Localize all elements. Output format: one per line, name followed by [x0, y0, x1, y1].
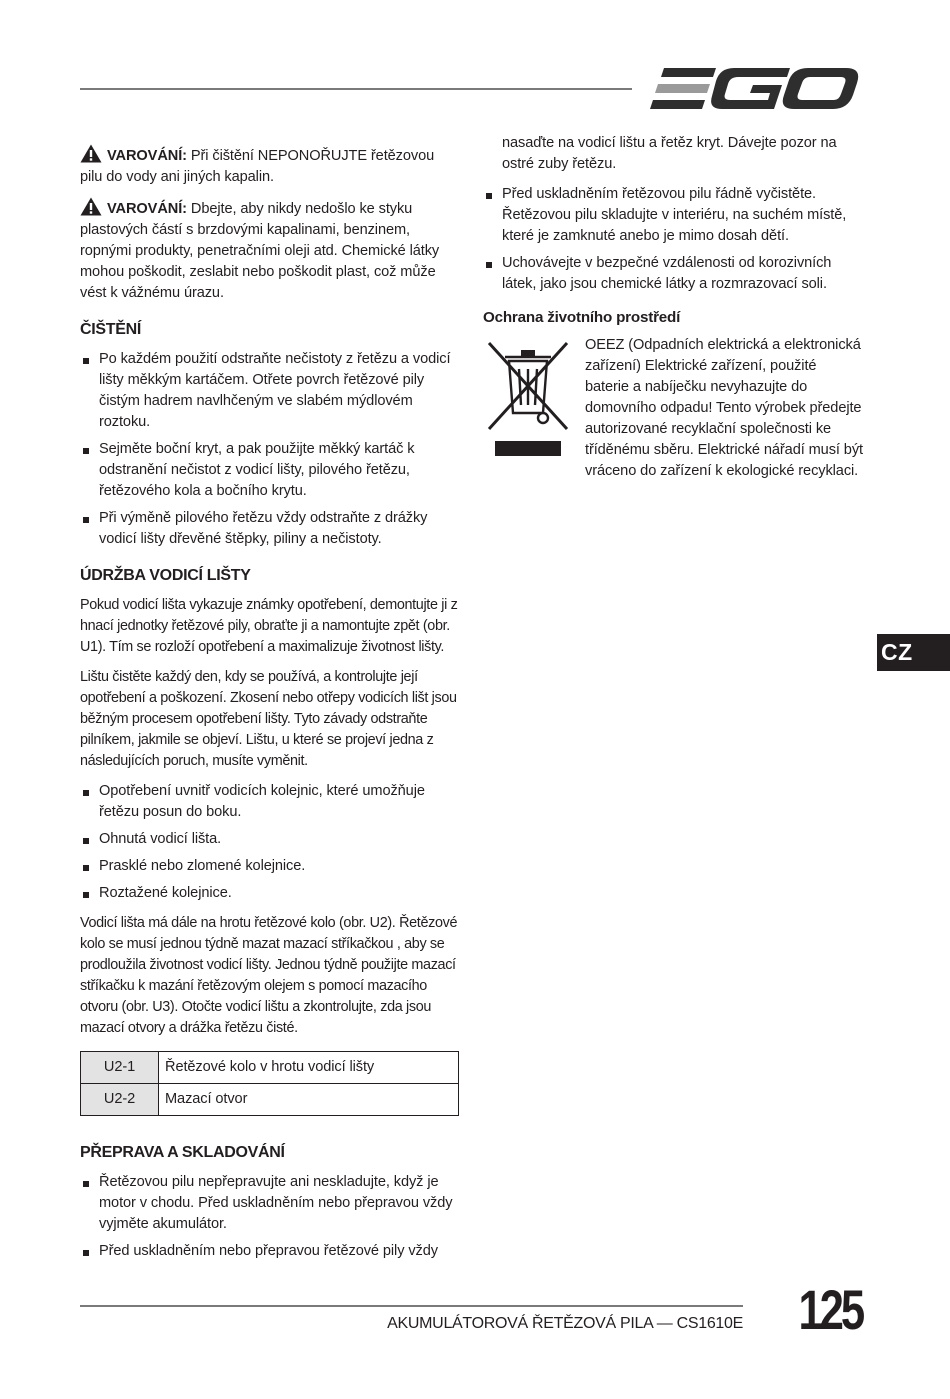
weee-text: OEEZ (Odpadních elektrická a elektronická zařízení) Elektrické zařízení, použité baterie a nabíječku nevyhazujte do domovního odpadu! Tento výrobek předejte autorizované recyklační společnosti ke tříděnému sběru. Elektrické nářadí musí být vráceno do zařízení k ekologické recyklaci.	[585, 337, 863, 479]
list-item: Řetězovou pilu nepřepravujte ani neskladujte, když je motor v chodu. Před uskladněním nebo přepravou vždy vyjměte akumulátor.	[80, 1172, 460, 1235]
warning-immersion	[80, 144, 460, 188]
storage-list	[483, 184, 863, 295]
section-heading-bar-maintenance: ÚDRŽBA VODICÍ LIŠTY	[80, 567, 251, 584]
parts-reference-table	[80, 1051, 459, 1116]
paragraph: Lištu čistěte každý den, kdy se používá, a kontrolujte její opotřebení a poškození. Zkosení nebo otřepy vodicích lišt jsou běžným procesem opotřebení lišty. Tyto závady odstraňte pilníkem, jakmile se objeví. Lištu, u které se projeví jedna z následujících poruch, musíte vyměnit.	[80, 669, 457, 769]
warning-text: Při čištění NEPONOŘUJTE řetězovou pilu do vody ani jiných kapalin.	[80, 148, 435, 185]
footer-rule	[80, 1305, 743, 1307]
warning-label: VAROVÁNÍ:	[107, 201, 187, 217]
list-item: Po každém použití odstraňte nečistoty z řetězu a vodicí lišty měkkým kartáčem. Otřete povrch řetězové pily čistým hadrem navlhčeným ve slabém mýdlovém roztoku.	[80, 349, 460, 433]
list-item: Uchovávejte v bezpečné vzdálenosti od korozivních látek, jako jsou chemické látky a rozmrazovací soli.	[483, 253, 863, 295]
bar-defects-list	[80, 781, 460, 904]
list-item: Prasklé nebo zlomené kolejnice.	[80, 856, 460, 877]
table-cell-value: Mazací otvor	[159, 1084, 459, 1116]
warning-label: VAROVÁNÍ:	[107, 148, 187, 164]
left-column	[80, 144, 460, 1271]
list-item: Opotřebení uvnitř vodicích kolejnic, které umožňuje řetězu posun do boku.	[80, 781, 460, 823]
list-item: Ohnutá vodicí lišta.	[80, 829, 460, 850]
transport-list	[80, 1172, 460, 1262]
paragraph: Pokud vodicí lišta vykazuje známky opotřebení, demontujte ji z hnací jednotky řetězové pily, obraťte ji a namontujte zpět (obr. U1). Tím se rozloží opotřebení a maximalizuje životnost lišty.	[80, 597, 458, 655]
crossed-out-bin-icon	[483, 335, 573, 462]
warning-triangle-icon	[80, 144, 102, 163]
table-cell-key: U2-2	[81, 1084, 159, 1116]
table-row	[81, 1084, 459, 1116]
section-heading-environment: Ochrana životního prostředí	[483, 309, 681, 326]
table-cell-value: Řetězové kolo v hrotu vodicí lišty	[159, 1052, 459, 1084]
cleaning-list	[80, 349, 460, 550]
list-item: Roztažené kolejnice.	[80, 883, 460, 904]
warning-text: Dbejte, aby nikdy nedošlo ke styku plastových částí s brzdovými kapalinami, benzinem, ropnými produkty, penetračními oleji atd. Chemické látky mohou poškodit, zeslabit nebo poškodit plast, což může vést k vážnému úrazu.	[80, 201, 440, 301]
weee-block	[483, 335, 863, 482]
page-number: 125	[798, 1278, 862, 1341]
list-item-continuation: nasaďte na vodicí lištu a řetěz kryt. Dávejte pozor na ostré zuby řetězu.	[502, 135, 837, 172]
header-rule	[80, 88, 632, 90]
section-heading-transport: PŘEPRAVA A SKLADOVÁNÍ	[80, 1144, 285, 1161]
right-column	[483, 133, 863, 482]
language-tab: CZ	[877, 634, 950, 671]
list-item: Před uskladněním nebo přepravou řetězové pily vždy	[80, 1241, 460, 1262]
table-cell-key: U2-1	[81, 1052, 159, 1084]
footer-product-title: AKUMULÁTOROVÁ ŘETĚZOVÁ PILA — CS1610E	[387, 1315, 743, 1332]
warning-chemicals	[80, 197, 460, 304]
section-heading-cleaning: ČIŠTĚNÍ	[80, 321, 142, 338]
warning-triangle-icon	[80, 197, 102, 216]
paragraph: Vodicí lišta má dále na hrotu řetězové kolo (obr. U2). Řetězové kolo se musí jednou týdně mazat mazací stříkačkou , aby se prodloužila životnost vodicí lišty. Jednou týdně použijte mazací stříkačku k mazání řetězovým olejem s pomocí mazacího otvoru (obr. U3). Otočte vodicí lištu a zkontrolujte, zda jsou mazací otvory a drážka řetězu čisté.	[80, 915, 458, 1036]
list-item: Při výměně pilového řetězu vždy odstraňte z drážky vodicí lišty dřevěné štěpky, piliny a nečistoty.	[80, 508, 460, 550]
list-item: Sejměte boční kryt, a pak použijte měkký kartáč k odstranění nečistot z vodicí lišty, pilového řetězu, řetězového kola a bočního krytu.	[80, 439, 460, 502]
list-item: Před uskladněním řetězovou pilu řádně vyčistěte. Řetězovou pilu skladujte v interiéru, na suchém místě, které je zamknuté anebo je mimo dosah dětí.	[483, 184, 863, 247]
ego-logo	[650, 64, 860, 114]
table-row	[81, 1052, 459, 1084]
